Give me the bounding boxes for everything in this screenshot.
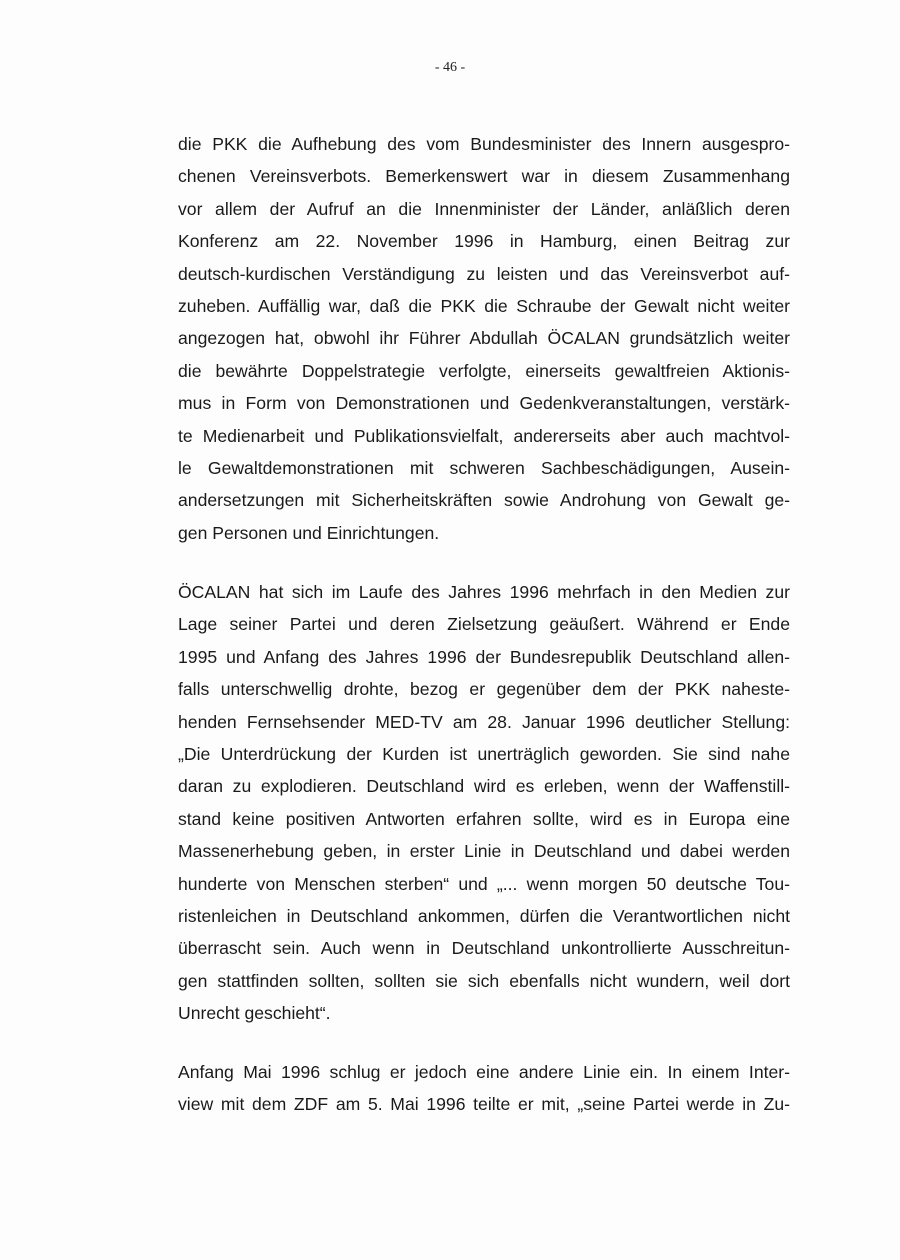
text-line: vor allem der Aufruf an die Innenminister der Länder, anläßlich deren	[178, 198, 790, 219]
text-line: view mit dem ZDF am 5. Mai 1996 teilte er mit, „seine Partei werde in Zu-	[178, 1094, 790, 1115]
text-line: ÖCALAN hat sich im Laufe des Jahres 1996 mehrfach in den Medien zur	[178, 582, 790, 602]
text-line: andersetzungen mit Sicherheitskräften sowie Androhung von Gewalt ge-	[178, 490, 790, 511]
text-line: „Die Unterdrückung der Kurden ist unerträglich geworden. Sie sind nahe	[178, 743, 790, 764]
text-line: falls unterschwellig drohte, bezog er gegenüber dem der PKK naheste-	[178, 679, 790, 700]
text-line: le Gewaltdemonstrationen mit schweren Sachbeschädigungen, Ausein-	[178, 457, 790, 478]
paragraph-3	[178, 1056, 790, 1121]
text-line: chenen Vereinsverbots. Bemerkenswert war in diesem Zusammenhang	[178, 166, 790, 187]
text-line: Konferenz am 22. November 1996 in Hamburg, einen Beitrag zur	[178, 231, 790, 252]
page-number: - 46 -	[434, 60, 466, 75]
text-line: daran zu explodieren. Deutschland wird es erleben, wenn der Waffenstill-	[178, 776, 790, 797]
text-line: stand keine positiven Antworten erfahren sollte, wird es in Europa eine	[178, 808, 790, 829]
text-line: die bewährte Doppelstrategie verfolgte, einerseits gewaltfreien Aktionis-	[178, 360, 790, 381]
text-line: te Medienarbeit und Publikationsvielfalt, andererseits aber auch machtvol-	[178, 425, 790, 446]
text-line: deutsch-kurdischen Verständigung zu leisten und das Vereinsverbot auf-	[178, 263, 790, 284]
text-line: gen stattfinden sollten, sollten sie sich ebenfalls nicht wundern, weil dort	[178, 970, 790, 991]
paragraph-1	[178, 128, 790, 549]
text-line: henden Fernsehsender MED-TV am 28. Januar 1996 deutlicher Stellung:	[178, 711, 790, 732]
text-line: 1995 und Anfang des Jahres 1996 der Bundesrepublik Deutschland allen-	[178, 646, 790, 667]
text-line: ristenleichen in Deutschland ankommen, dürfen die Verantwortlichen nicht	[178, 905, 790, 926]
paragraph-2	[178, 576, 790, 1029]
text-line: zuheben. Auffällig war, daß die PKK die Schraube der Gewalt nicht weiter	[178, 295, 790, 316]
text-line: Massenerhebung geben, in erster Linie in Deutschland und dabei werden	[178, 841, 790, 862]
text-line: gen Personen und Einrichtungen.	[178, 522, 440, 543]
text-line: Lage seiner Partei und deren Zielsetzung geäußert. Während er Ende	[178, 614, 790, 635]
text-line: hunderte von Menschen sterben“ und „... wenn morgen 50 deutsche Tou-	[178, 873, 790, 894]
text-line: angezogen hat, obwohl ihr Führer Abdullah ÖCALAN grundsätzlich weiter	[178, 328, 790, 349]
text-line: Anfang Mai 1996 schlug er jedoch eine andere Linie ein. In einem Inter-	[178, 1062, 790, 1082]
text-line: Unrecht geschieht“.	[178, 1003, 331, 1024]
text-line: überrascht sein. Auch wenn in Deutschland unkontrollierte Ausschreitun-	[178, 938, 790, 959]
text-line: mus in Form von Demonstrationen und Gedenkveranstaltungen, verstärk-	[178, 393, 790, 414]
text-line: die PKK die Aufhebung des vom Bundesminister des Innern ausgespro-	[178, 134, 790, 154]
